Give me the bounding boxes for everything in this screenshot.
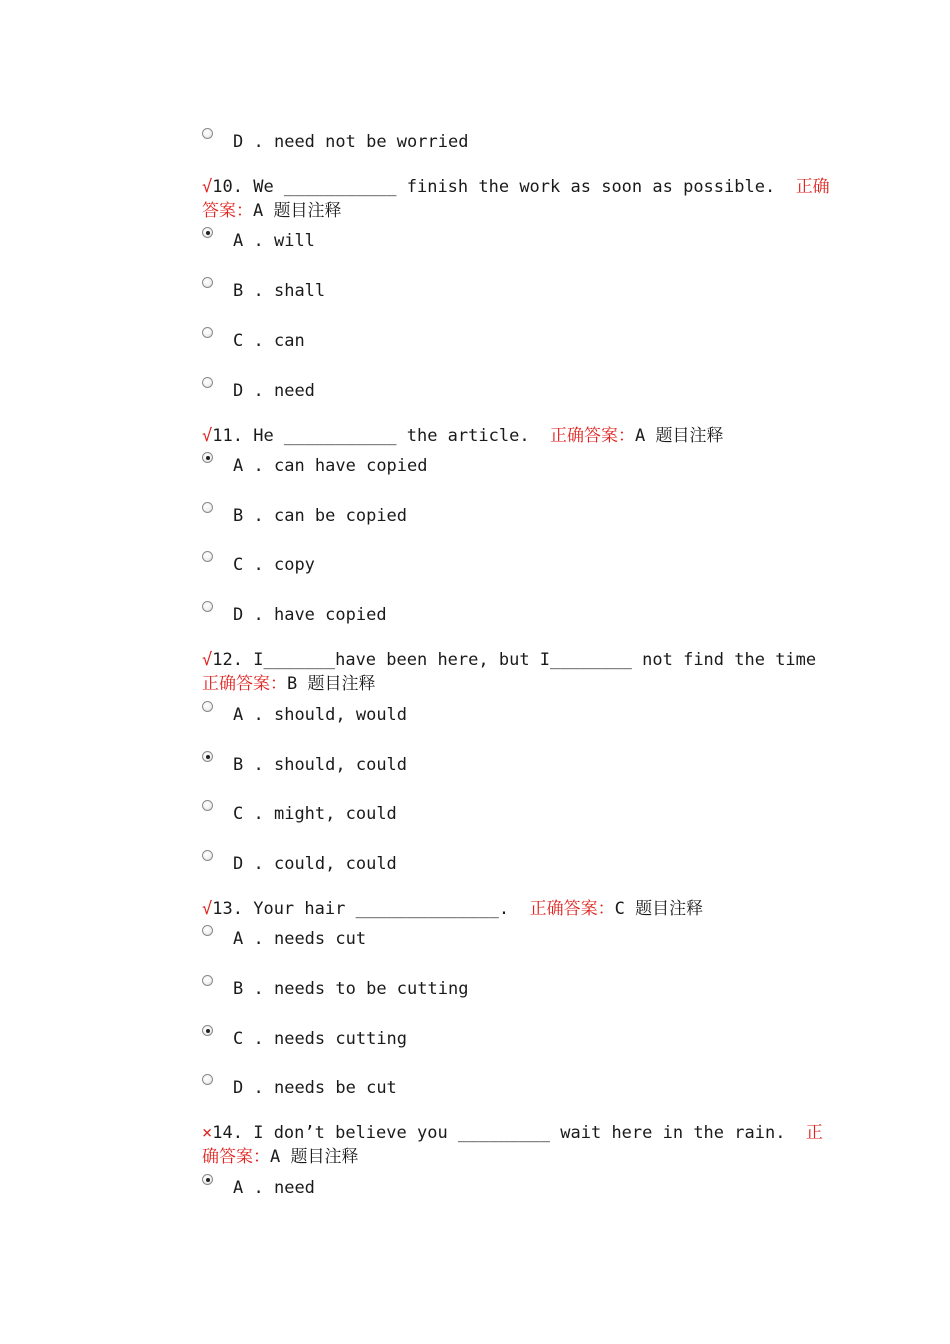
option-q10-c[interactable]	[202, 327, 622, 353]
option-q14-a[interactable]	[202, 1174, 622, 1200]
radio-button[interactable]	[202, 601, 213, 612]
radio-button[interactable]	[202, 701, 213, 712]
radio-button[interactable]	[202, 1025, 213, 1036]
option-label: D . have copied	[233, 605, 387, 625]
option-q13-a[interactable]	[202, 925, 622, 951]
radio-button[interactable]	[202, 1074, 213, 1085]
option-q10-d[interactable]	[202, 377, 622, 403]
correct-mark-icon: √	[202, 426, 213, 446]
option-label: B . needs to be cutting	[233, 979, 469, 999]
correct-mark-icon: √	[202, 899, 213, 919]
option-label: B . shall	[233, 281, 326, 301]
option-q11-a[interactable]	[202, 452, 622, 478]
option-q10-a[interactable]	[202, 227, 622, 253]
option-label: C . might, could	[233, 804, 397, 824]
option-label: C . needs cutting	[233, 1029, 408, 1049]
radio-button[interactable]	[202, 850, 213, 861]
question-12-stem: √12. I_______have been here, but I________ not find the time	[202, 650, 817, 670]
radio-button[interactable]	[202, 800, 213, 811]
option-q11-c[interactable]	[202, 551, 622, 577]
option-q9-d[interactable]	[202, 128, 622, 154]
question-note-link[interactable]: 题目注释	[655, 426, 724, 446]
option-q11-b[interactable]	[202, 502, 622, 528]
option-label: A . needs cut	[233, 929, 367, 949]
option-q12-c[interactable]	[202, 800, 622, 826]
option-label: D . need	[233, 381, 315, 401]
wrong-mark-icon: ×	[202, 1123, 213, 1143]
radio-button[interactable]	[202, 975, 213, 986]
option-q13-c[interactable]	[202, 1025, 622, 1051]
option-label: D . could, could	[233, 854, 397, 874]
radio-button[interactable]	[202, 227, 213, 238]
option-label: C . can	[233, 331, 305, 351]
option-q12-a[interactable]	[202, 701, 622, 727]
question-14-answer: 确答案：A 题目注释	[202, 1147, 359, 1167]
radio-button[interactable]	[202, 128, 213, 139]
option-label: B . can be copied	[233, 506, 408, 526]
option-label: B . should, could	[233, 755, 408, 775]
option-q13-d[interactable]	[202, 1074, 622, 1100]
option-q10-b[interactable]	[202, 277, 622, 303]
question-12-answer: 正确答案：B 题目注释	[202, 674, 376, 694]
option-label: D . needs be cut	[233, 1078, 397, 1098]
question-note-link[interactable]: 题目注释	[273, 201, 342, 221]
radio-button[interactable]	[202, 551, 213, 562]
question-14-stem: ×14. I don’t believe you _________ wait here in the rain. 正	[202, 1123, 823, 1143]
radio-button[interactable]	[202, 502, 213, 513]
question-note-link[interactable]: 题目注释	[290, 1147, 359, 1167]
radio-button[interactable]	[202, 925, 213, 936]
question-13-stem: √13. Your hair ______________. 正确答案：C 题目注释	[202, 899, 704, 919]
option-q11-d[interactable]	[202, 601, 622, 627]
option-label: D . need not be worried	[233, 132, 469, 152]
option-label: A . need	[233, 1178, 315, 1198]
question-note-link[interactable]: 题目注释	[307, 674, 376, 694]
option-q12-b[interactable]	[202, 751, 622, 777]
question-note-link[interactable]: 题目注释	[635, 899, 704, 919]
radio-button[interactable]	[202, 377, 213, 388]
radio-button[interactable]	[202, 452, 213, 463]
option-q12-d[interactable]	[202, 850, 622, 876]
option-label: C . copy	[233, 555, 315, 575]
option-q13-b[interactable]	[202, 975, 622, 1001]
correct-mark-icon: √	[202, 650, 213, 670]
radio-button[interactable]	[202, 1174, 213, 1185]
question-10-answer: 答案：A 题目注释	[202, 201, 342, 221]
option-label: A . should, would	[233, 705, 408, 725]
radio-button[interactable]	[202, 327, 213, 338]
option-label: A . will	[233, 231, 315, 251]
option-label: A . can have copied	[233, 456, 428, 476]
correct-mark-icon: √	[202, 177, 213, 197]
radio-button[interactable]	[202, 751, 213, 762]
question-11-stem: √11. He ___________ the article. 正确答案：A 题目注释	[202, 426, 724, 446]
radio-button[interactable]	[202, 277, 213, 288]
question-10-stem: √10. We ___________ finish the work as soon as possible. 正确	[202, 177, 830, 197]
